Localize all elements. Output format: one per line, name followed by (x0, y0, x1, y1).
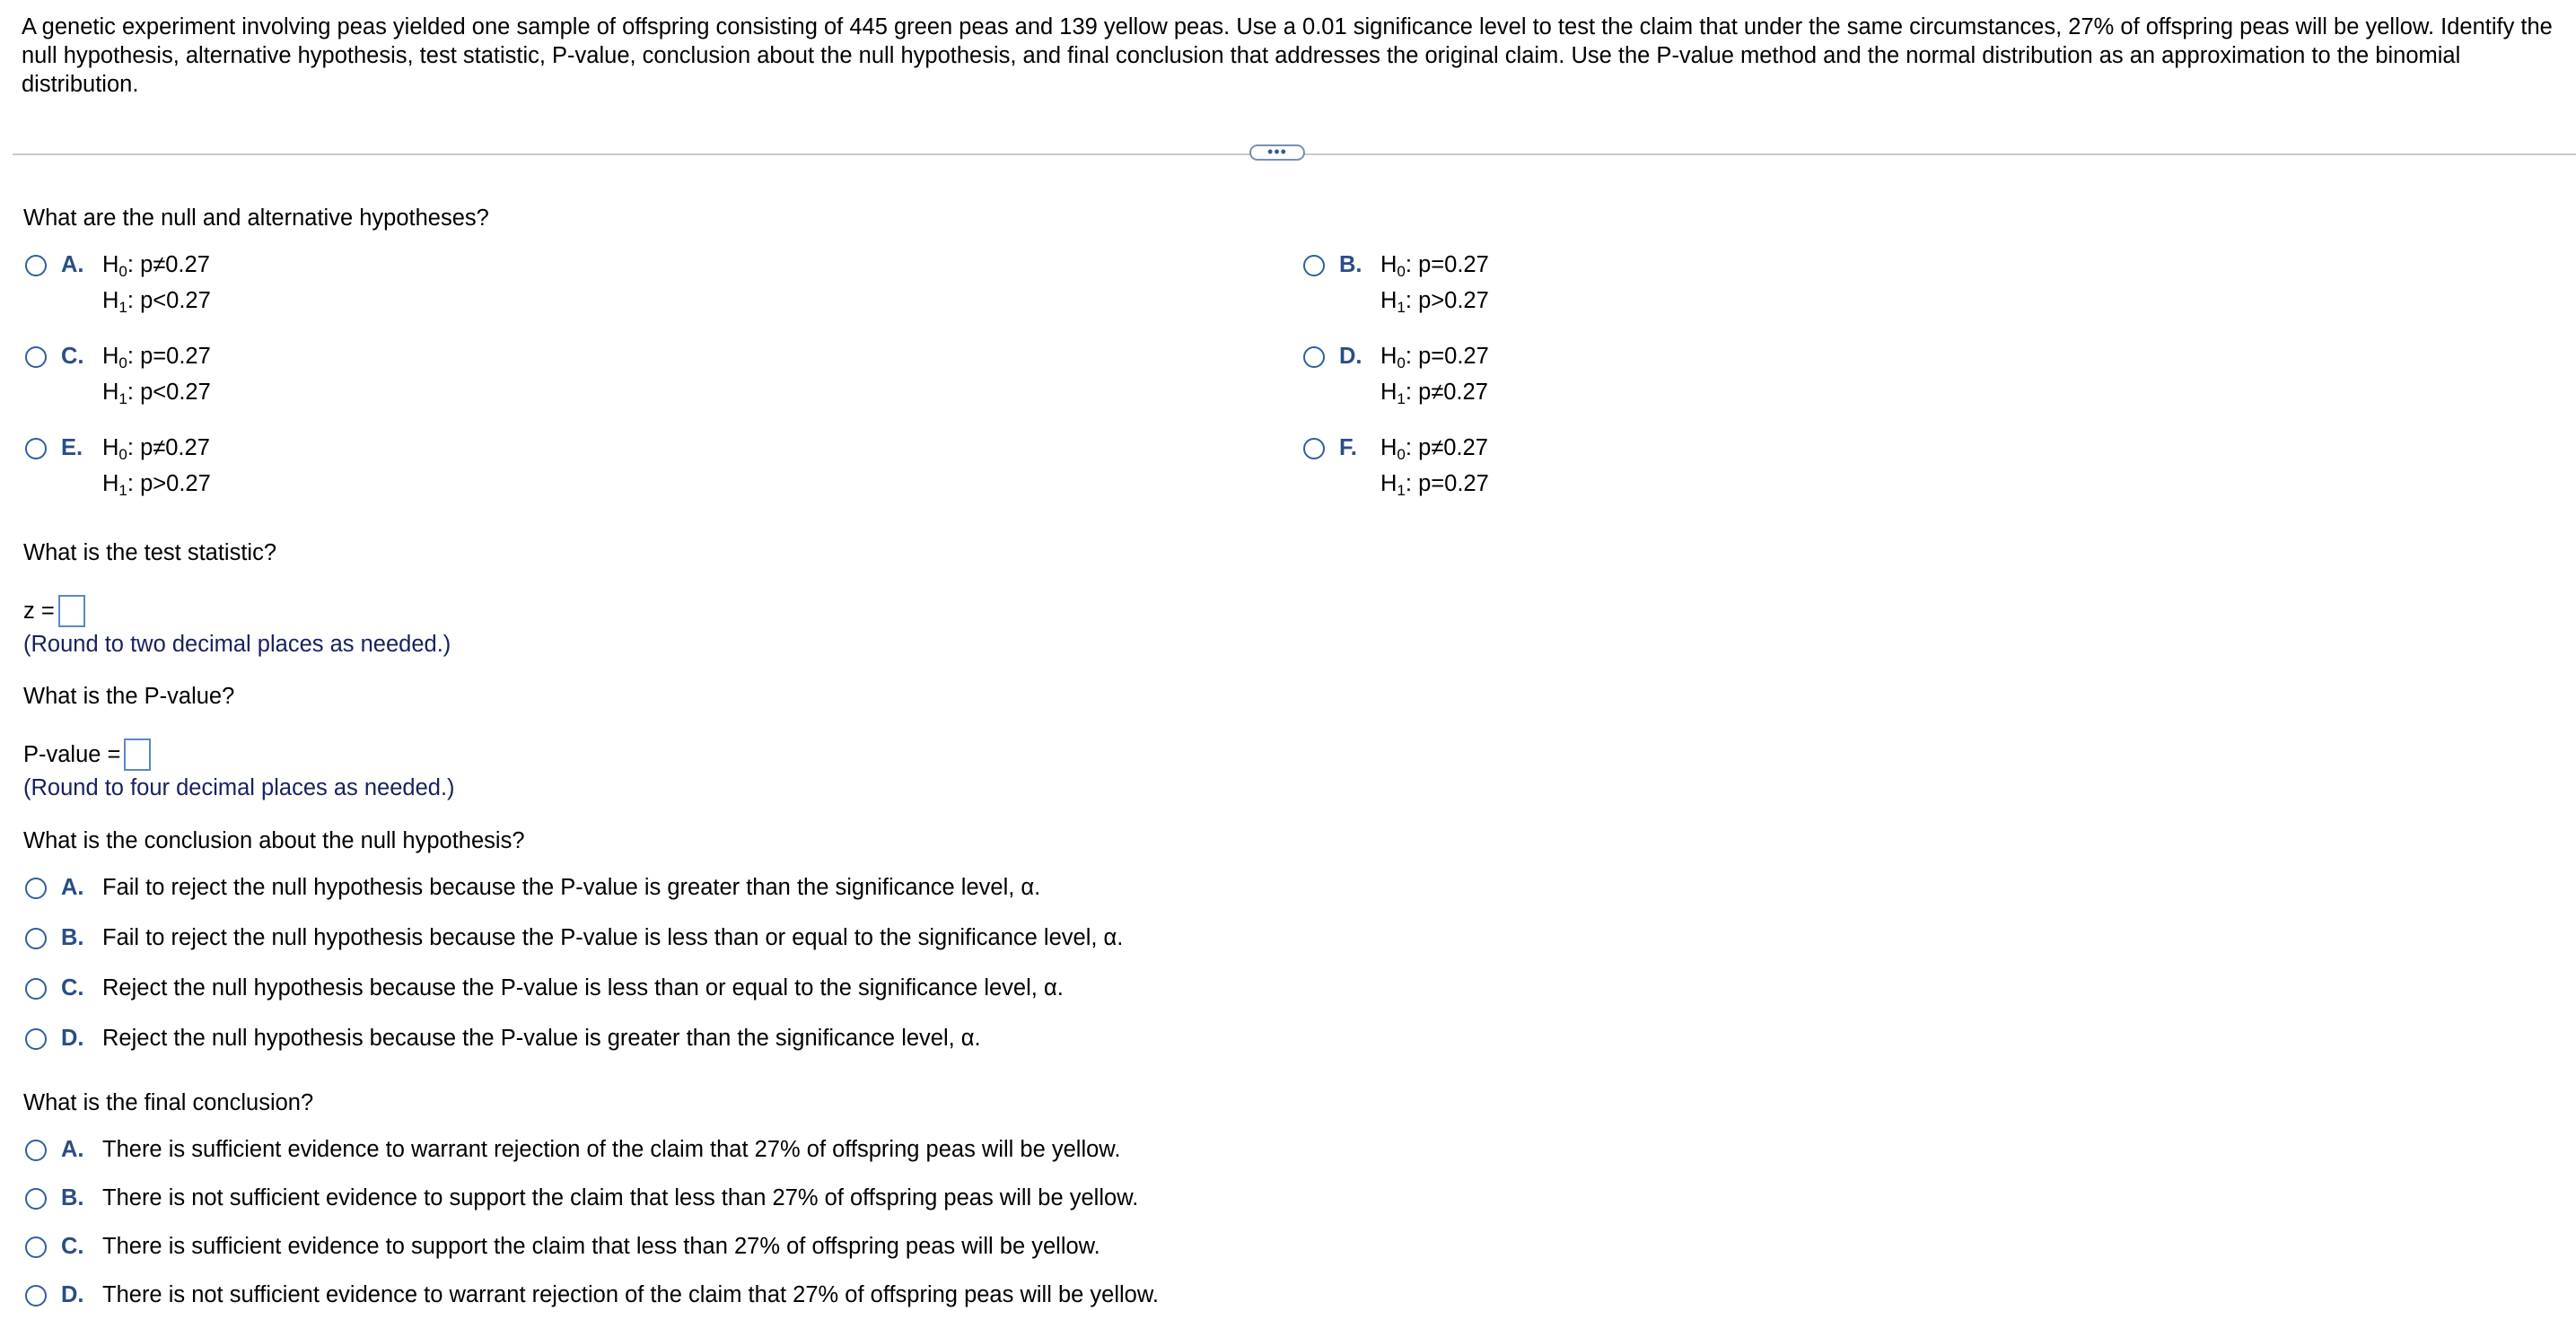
option-text: There is sufficient evidence to support the claim that less than 27% of offspring peas will be yellow. (102, 1234, 1100, 1259)
q2-prompt: What is the test statistic? (23, 540, 277, 565)
option-letter: A. (61, 252, 84, 277)
p-value-field (23, 738, 151, 771)
option-text: There is sufficient evidence to warrant rejection of the claim that 27% of offspring peas will be yellow. (102, 1137, 1121, 1162)
hypotheses: $H_0$: p=0.27 $H_1$: p≠0.27 (1380, 344, 1489, 407)
h1-relation: p<0.27 (140, 288, 211, 313)
option-letter: C. (61, 975, 84, 1001)
p-value-label: P-value = (23, 741, 121, 767)
option-text: Reject the null hypothesis because the P-value is less than or equal to the significance level, α. (102, 975, 1064, 1001)
hypotheses: $H_0$: p=0.27 $H_1$: p<0.27 (102, 344, 211, 407)
option-text: Reject the null hypothesis because the P-value is greater than the significance level, α. (102, 1026, 981, 1051)
option-letter: B. (1339, 252, 1362, 277)
option-letter: D. (61, 1026, 84, 1051)
q4-option-c[interactable] (25, 974, 1064, 1001)
option-letter: B. (61, 1185, 84, 1210)
more-options-button[interactable]: ••• (1249, 144, 1305, 161)
q1-option-c[interactable] (25, 343, 211, 410)
radio-button[interactable] (25, 878, 47, 899)
h0-relation: p≠0.27 (140, 252, 210, 277)
radio-button[interactable] (25, 1188, 47, 1210)
q5-option-b[interactable] (25, 1184, 1138, 1211)
h1-relation: p<0.27 (140, 380, 211, 405)
h1-relation: p>0.27 (1418, 288, 1489, 313)
radio-button[interactable] (25, 346, 47, 368)
q5-option-d[interactable] (25, 1281, 1159, 1308)
option-letter: A. (61, 1137, 84, 1162)
q1-option-a[interactable] (25, 251, 211, 319)
h0-relation: p=0.27 (140, 344, 211, 369)
option-letter: C. (61, 344, 84, 369)
z-input[interactable] (58, 595, 85, 627)
q4-prompt: What is the conclusion about the null hypothesis? (23, 828, 525, 853)
radio-button[interactable] (25, 1237, 47, 1258)
q4-option-d[interactable] (25, 1025, 981, 1052)
option-text: Fail to reject the null hypothesis because the P-value is greater than the significance level, α. (102, 875, 1041, 900)
option-letter: F. (1339, 435, 1357, 460)
h0-relation: p=0.27 (1418, 344, 1489, 369)
hypotheses: $H_0$: p≠0.27 $H_1$: p=0.27 (1380, 435, 1489, 499)
p-value-rounding-hint: (Round to four decimal places as needed.) (23, 775, 455, 800)
hypotheses: $H_0$: p≠0.27 $H_1$: p<0.27 (102, 252, 211, 316)
h1-relation: p≠0.27 (1418, 380, 1488, 405)
q5-option-a[interactable] (25, 1136, 1120, 1163)
h0-relation: p≠0.27 (140, 435, 210, 460)
h1-relation: p>0.27 (140, 471, 211, 496)
radio-button[interactable] (25, 1285, 47, 1306)
option-letter: C. (61, 1234, 84, 1259)
q3-prompt: What is the P-value? (23, 684, 235, 709)
option-text: Fail to reject the null hypothesis because the P-value is less than or equal to the significance level, α. (102, 925, 1124, 950)
q1-option-f[interactable] (1303, 434, 1489, 502)
q4-option-b[interactable] (25, 924, 1123, 951)
hypotheses: $H_0$: p=0.27 $H_1$: p>0.27 (1380, 252, 1489, 316)
radio-button[interactable] (25, 1028, 47, 1050)
radio-button[interactable] (25, 1140, 47, 1161)
q5-option-c[interactable] (25, 1233, 1100, 1260)
q4-option-a[interactable] (25, 874, 1040, 901)
option-letter: E. (61, 435, 83, 460)
option-letter: D. (1339, 344, 1362, 369)
option-letter: A. (61, 875, 84, 900)
radio-button[interactable] (25, 438, 47, 459)
radio-button[interactable] (1303, 438, 1325, 459)
z-field (23, 595, 85, 627)
q1-prompt: What are the null and alternative hypotheses? (23, 205, 489, 231)
z-label: z = (23, 598, 55, 624)
radio-button[interactable] (1303, 346, 1325, 368)
h0-relation: p=0.27 (1418, 252, 1489, 277)
hypotheses: $H_0$: p≠0.27 $H_1$: p>0.27 (102, 435, 211, 499)
h0-relation: p≠0.27 (1418, 435, 1488, 460)
q1-option-d[interactable] (1303, 343, 1489, 410)
option-text: There is not sufficient evidence to warrant rejection of the claim that 27% of offspring peas will be yellow. (102, 1282, 1159, 1307)
radio-button[interactable] (25, 928, 47, 949)
problem-statement: A genetic experiment involving peas yielded one sample of offspring consisting of 445 green peas and 139 yellow peas. Use a 0.01 significance level to test the claim that under the same circumstances, 27% of offspring peas will be yellow. Identify the null hypothesis, alternative hypothesis, test statistic, P-value, conclusion about the null hypothesis, and final conclusion that addresses the original claim. Use the P-value method and the normal distribution as an approximation to the binomial distribution. (22, 14, 2553, 97)
h1-relation: p=0.27 (1418, 471, 1489, 496)
q1-option-e[interactable] (25, 434, 211, 502)
radio-button[interactable] (25, 978, 47, 1000)
p-value-input[interactable] (124, 738, 151, 771)
radio-button[interactable] (25, 255, 47, 276)
option-letter: B. (61, 925, 84, 950)
q5-prompt: What is the final conclusion? (23, 1090, 314, 1115)
radio-button[interactable] (1303, 255, 1325, 276)
option-text: There is not sufficient evidence to support the claim that less than 27% of offspring peas will be yellow. (102, 1185, 1139, 1210)
z-rounding-hint: (Round to two decimal places as needed.) (23, 632, 451, 657)
q1-option-b[interactable] (1303, 251, 1489, 319)
option-letter: D. (61, 1282, 84, 1307)
